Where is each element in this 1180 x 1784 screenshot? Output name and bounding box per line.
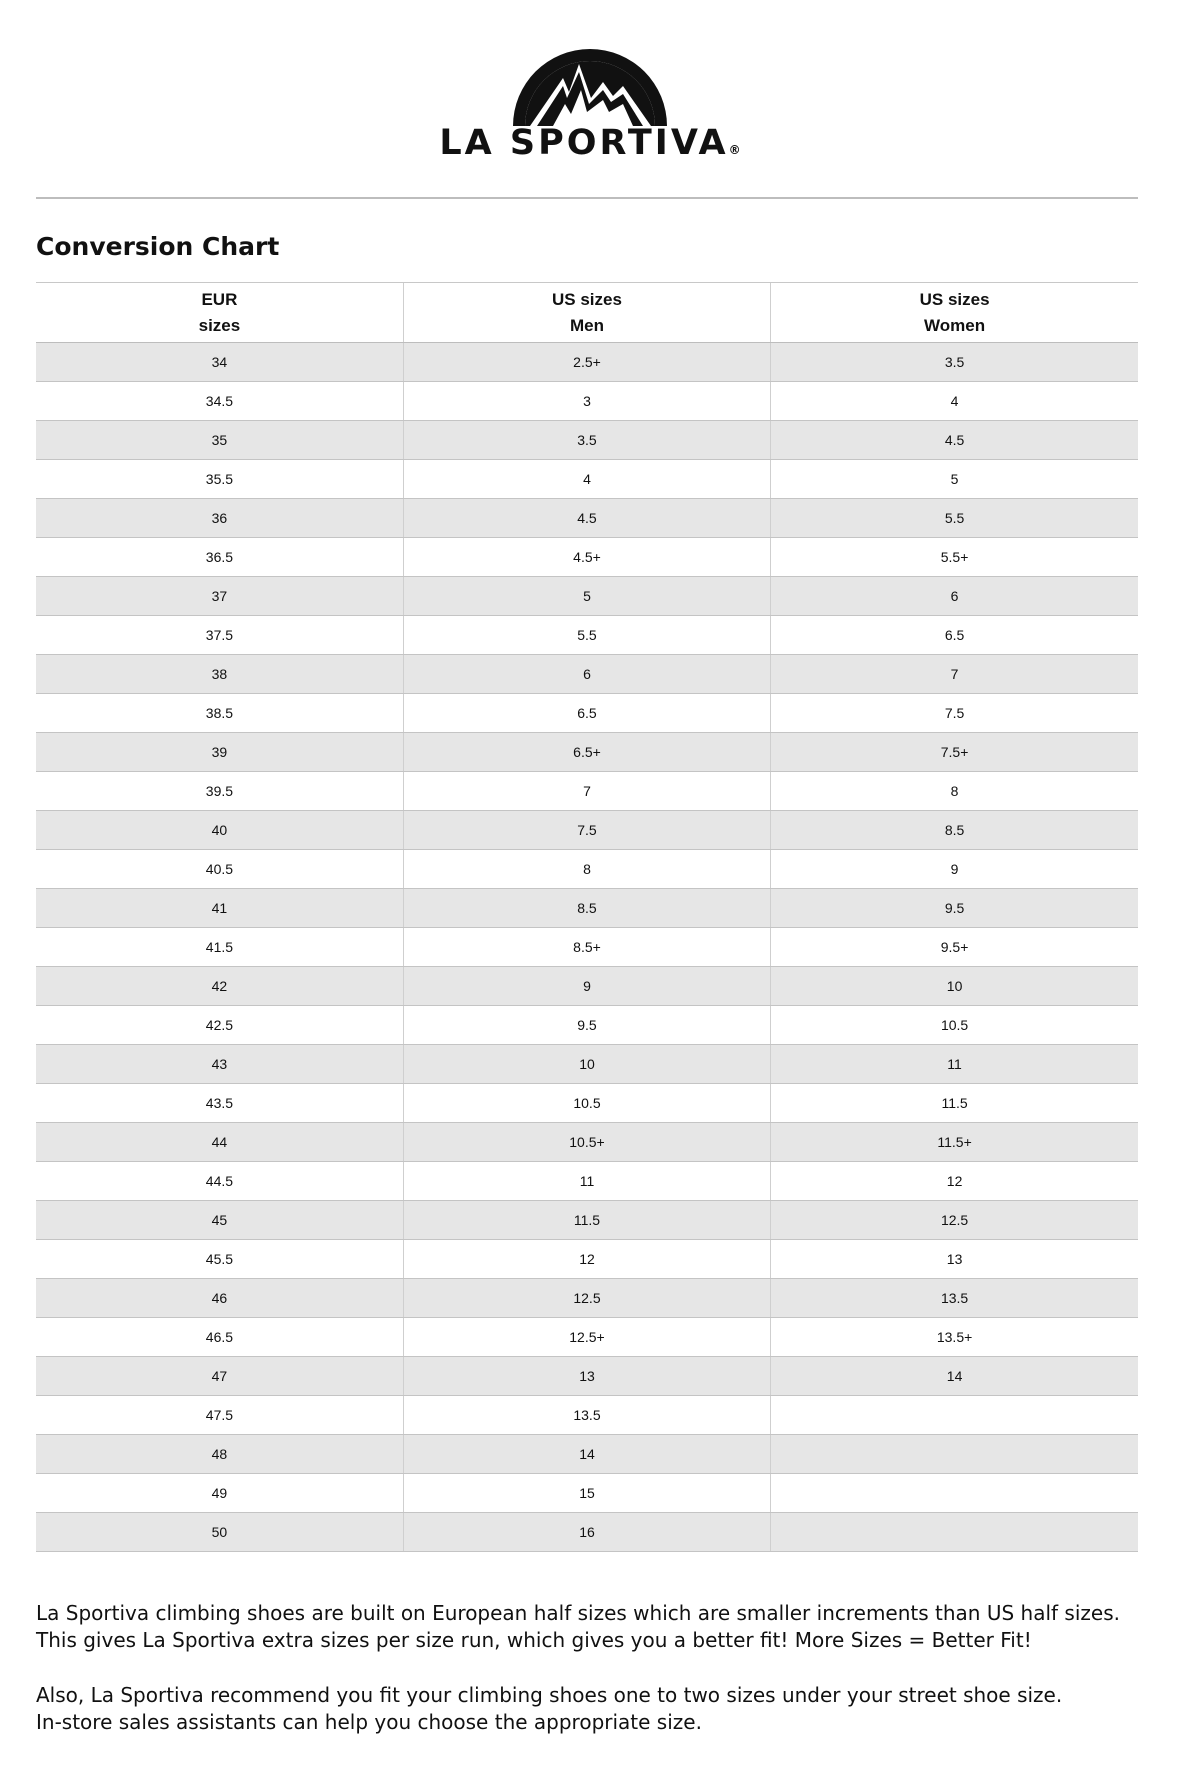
us-women-size-cell: 10.5 (771, 1006, 1138, 1045)
us-men-size-cell: 11.5 (403, 1201, 770, 1240)
table-row (36, 694, 1138, 733)
table-row (36, 1435, 1138, 1474)
eur-size-cell: 35.5 (36, 460, 403, 499)
eur-size-cell: 47.5 (36, 1396, 403, 1435)
notes-line: Also, La Sportiva recommend you fit your climbing shoes one to two sizes under your street shoe size. (36, 1683, 1063, 1707)
eur-size-cell: 36 (36, 499, 403, 538)
eur-size-cell: 37.5 (36, 616, 403, 655)
table-body (36, 343, 1138, 1552)
us-men-size-cell: 5.5 (403, 616, 770, 655)
us-men-size-cell: 3.5 (403, 421, 770, 460)
us-men-size-cell: 12 (403, 1240, 770, 1279)
notes-line: This gives La Sportiva extra sizes per size run, which gives you a better fit! More Sizes = Better Fit! (36, 1628, 1032, 1652)
us-women-size-cell (771, 1513, 1138, 1552)
mountain-logo-icon (505, 38, 675, 130)
us-women-size-cell: 8.5 (771, 811, 1138, 850)
us-women-size-cell: 9 (771, 850, 1138, 889)
fit-notes (36, 1600, 1156, 1764)
us-women-size-cell: 6.5 (771, 616, 1138, 655)
us-women-size-cell: 12.5 (771, 1201, 1138, 1240)
us-women-size-cell: 7.5 (771, 694, 1138, 733)
table-row (36, 1279, 1138, 1318)
table-row (36, 733, 1138, 772)
eur-size-cell: 38 (36, 655, 403, 694)
us-women-size-cell: 14 (771, 1357, 1138, 1396)
table-row (36, 1084, 1138, 1123)
page-title: Conversion Chart (36, 232, 280, 261)
eur-size-cell: 46.5 (36, 1318, 403, 1357)
table-row (36, 967, 1138, 1006)
eur-size-cell: 34 (36, 343, 403, 382)
header-us-men (403, 283, 770, 343)
eur-size-cell: 34.5 (36, 382, 403, 421)
us-men-size-cell: 6.5+ (403, 733, 770, 772)
us-men-size-cell: 4 (403, 460, 770, 499)
header-us-women-line1: US sizes (919, 289, 990, 309)
us-men-size-cell: 12.5 (403, 1279, 770, 1318)
eur-size-cell: 39.5 (36, 772, 403, 811)
us-women-size-cell (771, 1474, 1138, 1513)
eur-size-cell: 42.5 (36, 1006, 403, 1045)
eur-size-cell: 43.5 (36, 1084, 403, 1123)
us-women-size-cell: 13 (771, 1240, 1138, 1279)
header-us-men-line2: Men (569, 315, 604, 335)
eur-size-cell: 39 (36, 733, 403, 772)
table-row (36, 460, 1138, 499)
us-men-size-cell: 6 (403, 655, 770, 694)
table-row (36, 928, 1138, 967)
notes-paragraph-1 (36, 1600, 1156, 1654)
us-women-size-cell (771, 1435, 1138, 1474)
us-women-size-cell: 10 (771, 967, 1138, 1006)
us-men-size-cell: 9.5 (403, 1006, 770, 1045)
us-women-size-cell: 9.5+ (771, 928, 1138, 967)
us-men-size-cell: 7 (403, 772, 770, 811)
notes-line: La Sportiva climbing shoes are built on European half sizes which are smaller increments than US half sizes. (36, 1601, 1120, 1625)
eur-size-cell: 41 (36, 889, 403, 928)
table-row (36, 1318, 1138, 1357)
us-men-size-cell: 12.5+ (403, 1318, 770, 1357)
eur-size-cell: 45.5 (36, 1240, 403, 1279)
us-men-size-cell: 8.5+ (403, 928, 770, 967)
us-women-size-cell: 13.5+ (771, 1318, 1138, 1357)
table-row (36, 577, 1138, 616)
notes-paragraph-2 (36, 1682, 1156, 1736)
table-row (36, 1162, 1138, 1201)
table-row (36, 1201, 1138, 1240)
table-row (36, 1006, 1138, 1045)
table-row (36, 538, 1138, 577)
us-men-size-cell: 3 (403, 382, 770, 421)
table-row (36, 1396, 1138, 1435)
table-row (36, 772, 1138, 811)
table-row (36, 850, 1138, 889)
eur-size-cell: 35 (36, 421, 403, 460)
us-women-size-cell: 12 (771, 1162, 1138, 1201)
us-women-size-cell: 4.5 (771, 421, 1138, 460)
us-women-size-cell: 11.5 (771, 1084, 1138, 1123)
eur-size-cell: 40.5 (36, 850, 403, 889)
us-men-size-cell: 4.5+ (403, 538, 770, 577)
header-us-men-line1: US sizes (552, 289, 622, 309)
us-men-size-cell: 7.5 (403, 811, 770, 850)
us-men-size-cell: 4.5 (403, 499, 770, 538)
us-men-size-cell: 6.5 (403, 694, 770, 733)
us-women-size-cell: 7.5+ (771, 733, 1138, 772)
us-men-size-cell: 11 (403, 1162, 770, 1201)
table-row (36, 1123, 1138, 1162)
us-men-size-cell: 10.5 (403, 1084, 770, 1123)
table-row (36, 382, 1138, 421)
us-women-size-cell: 7 (771, 655, 1138, 694)
brand-wordmark (0, 123, 1180, 163)
registered-mark: ® (728, 143, 741, 157)
table-row (36, 889, 1138, 928)
us-men-size-cell: 14 (403, 1435, 770, 1474)
us-men-size-cell: 16 (403, 1513, 770, 1552)
header-eur-line2: sizes (198, 315, 241, 335)
header-eur (36, 283, 403, 343)
brand-name: LA SPORTIVA (439, 123, 729, 163)
us-men-size-cell: 13 (403, 1357, 770, 1396)
us-women-size-cell: 5 (771, 460, 1138, 499)
size-conversion-table (36, 282, 1138, 1552)
us-women-size-cell: 4 (771, 382, 1138, 421)
us-women-size-cell: 11.5+ (771, 1123, 1138, 1162)
table-row (36, 811, 1138, 850)
table-row (36, 499, 1138, 538)
table-row (36, 421, 1138, 460)
eur-size-cell: 42 (36, 967, 403, 1006)
eur-size-cell: 37 (36, 577, 403, 616)
header-us-women-line2: Women (924, 315, 986, 335)
table-row (36, 655, 1138, 694)
us-women-size-cell (771, 1396, 1138, 1435)
table-header-row (36, 283, 1138, 343)
eur-size-cell: 44 (36, 1123, 403, 1162)
brand-logo (0, 38, 1180, 161)
us-men-size-cell: 13.5 (403, 1396, 770, 1435)
eur-size-cell: 49 (36, 1474, 403, 1513)
table-row (36, 1513, 1138, 1552)
table-row (36, 1474, 1138, 1513)
us-women-size-cell: 13.5 (771, 1279, 1138, 1318)
us-men-size-cell: 5 (403, 577, 770, 616)
eur-size-cell: 43 (36, 1045, 403, 1084)
us-men-size-cell: 8 (403, 850, 770, 889)
us-women-size-cell: 6 (771, 577, 1138, 616)
table-row (36, 1045, 1138, 1084)
table-row (36, 616, 1138, 655)
us-men-size-cell: 8.5 (403, 889, 770, 928)
eur-size-cell: 38.5 (36, 694, 403, 733)
eur-size-cell: 50 (36, 1513, 403, 1552)
us-men-size-cell: 15 (403, 1474, 770, 1513)
table-row (36, 1357, 1138, 1396)
eur-size-cell: 48 (36, 1435, 403, 1474)
us-women-size-cell: 5.5 (771, 499, 1138, 538)
us-men-size-cell: 10 (403, 1045, 770, 1084)
eur-size-cell: 36.5 (36, 538, 403, 577)
table-row (36, 343, 1138, 382)
eur-size-cell: 41.5 (36, 928, 403, 967)
us-women-size-cell: 8 (771, 772, 1138, 811)
eur-size-cell: 46 (36, 1279, 403, 1318)
us-men-size-cell: 10.5+ (403, 1123, 770, 1162)
us-women-size-cell: 11 (771, 1045, 1138, 1084)
table-row (36, 1240, 1138, 1279)
us-men-size-cell: 2.5+ (403, 343, 770, 382)
us-men-size-cell: 9 (403, 967, 770, 1006)
us-women-size-cell: 5.5+ (771, 538, 1138, 577)
header-divider (36, 197, 1138, 199)
eur-size-cell: 45 (36, 1201, 403, 1240)
header-eur-line1: EUR (201, 289, 238, 309)
eur-size-cell: 40 (36, 811, 403, 850)
us-women-size-cell: 3.5 (771, 343, 1138, 382)
notes-line: In-store sales assistants can help you choose the appropriate size. (36, 1710, 702, 1734)
eur-size-cell: 44.5 (36, 1162, 403, 1201)
us-women-size-cell: 9.5 (771, 889, 1138, 928)
eur-size-cell: 47 (36, 1357, 403, 1396)
header-us-women (771, 283, 1138, 343)
